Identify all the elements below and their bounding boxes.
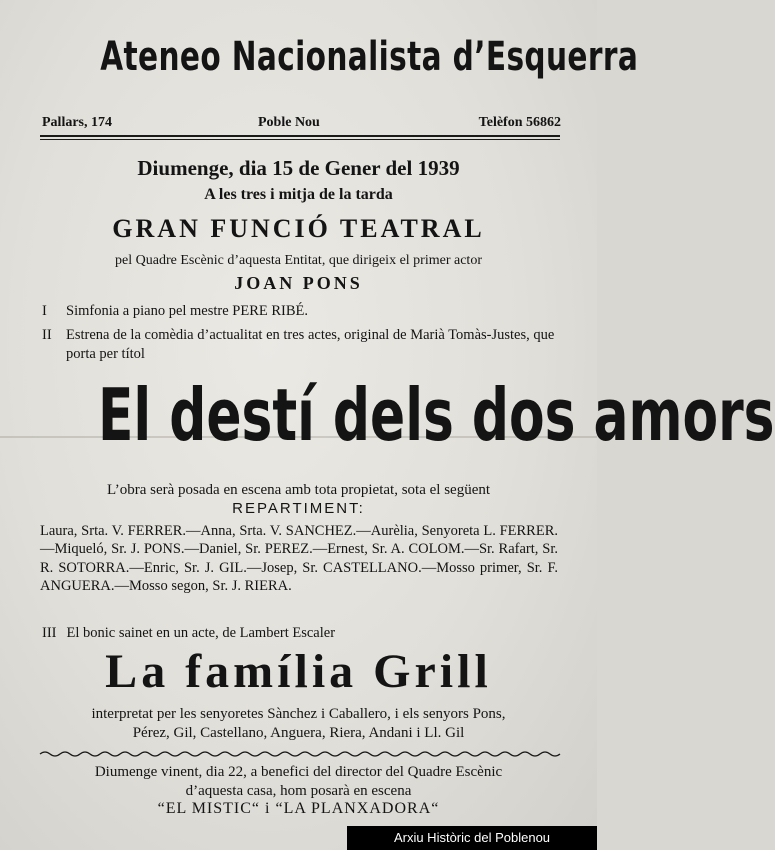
part-text: Simfonia a piano pel mestre PERE RIBÉ. <box>66 303 309 319</box>
part-number: II <box>42 327 52 343</box>
address-phone: Telèfon 56862 <box>478 115 561 130</box>
event-headline: GRAN FUNCIÓ TEATRAL <box>112 214 485 243</box>
address-district: Poble Nou <box>258 115 320 130</box>
program-part-2 <box>42 326 560 364</box>
cast-list: Laura, Srta. V. FERRER.—Anna, Srta. V. SANCHEZ.—Aurèlia, Senyoreta L. FERRER.—Miqueló, Sr. J. PONS.—Daniel, Sr. PEREZ.—Ernest, Sr. A. COLOM.—Sr. Rafart, Sr. R. SOTORRA.—Enric, Sr. J. GIL.—Josep, Sr. CASTELLANO.—Mosso primer, Sr. F. ANGUERA.—Mosso segon, Sr. J. RIERA. <box>40 523 558 595</box>
event-time: A les tres i mitja de la tarda <box>204 186 393 203</box>
play-title-second: La família Grill <box>105 645 492 698</box>
part-text: Estrena de la comèdia d’actualitat en tres actes, original de Marià Tomàs-Justes, que porta per títol <box>66 327 555 362</box>
part-text: El bonic sainet en un acte, de Lambert Escaler <box>66 625 336 641</box>
part-number: III <box>42 625 57 641</box>
header-rule-top <box>40 135 560 137</box>
staging-line: L’obra serà posada en escena amb tota propietat, sota el següent <box>106 482 491 498</box>
performers-line-2: Pérez, Gil, Castellano, Anguera, Riera, Andani i Ll. Gil <box>132 725 465 741</box>
address-street: Pallars, 174 <box>42 115 112 130</box>
lead-actor: JOAN PONS <box>234 273 363 293</box>
cast-heading: REPARTIMENT: <box>232 500 365 517</box>
next-event-plays: “EL MISTIC“ i “LA PLANXADORA“ <box>157 800 440 817</box>
next-event-line-2: d’aquesta casa, hom posarà en escena <box>185 783 412 799</box>
archive-watermark: Arxiu Històric del Poblenou <box>347 826 597 850</box>
poster-title: Ateneo Nacionalista d’Esquerra <box>100 34 639 80</box>
play-title-main: El destí dels dos amors <box>97 373 775 457</box>
program-part-3 <box>42 624 560 643</box>
event-date: Diumenge, dia 15 de Gener del 1939 <box>137 156 460 180</box>
wavy-divider <box>40 750 560 758</box>
program-part-1 <box>42 302 560 321</box>
performers-line-1: interpretat per les senyoretes Sànchez i Caballero, i els senyors Pons, <box>91 706 506 722</box>
header-rule-bottom <box>40 139 560 140</box>
next-event-line-1: Diumenge vinent, dia 22, a benefici del director del Quadre Escènic <box>94 764 503 780</box>
company-line: pel Quadre Escènic d’aquesta Entitat, que dirigeix el primer actor <box>115 253 482 268</box>
part-number: I <box>42 303 47 319</box>
